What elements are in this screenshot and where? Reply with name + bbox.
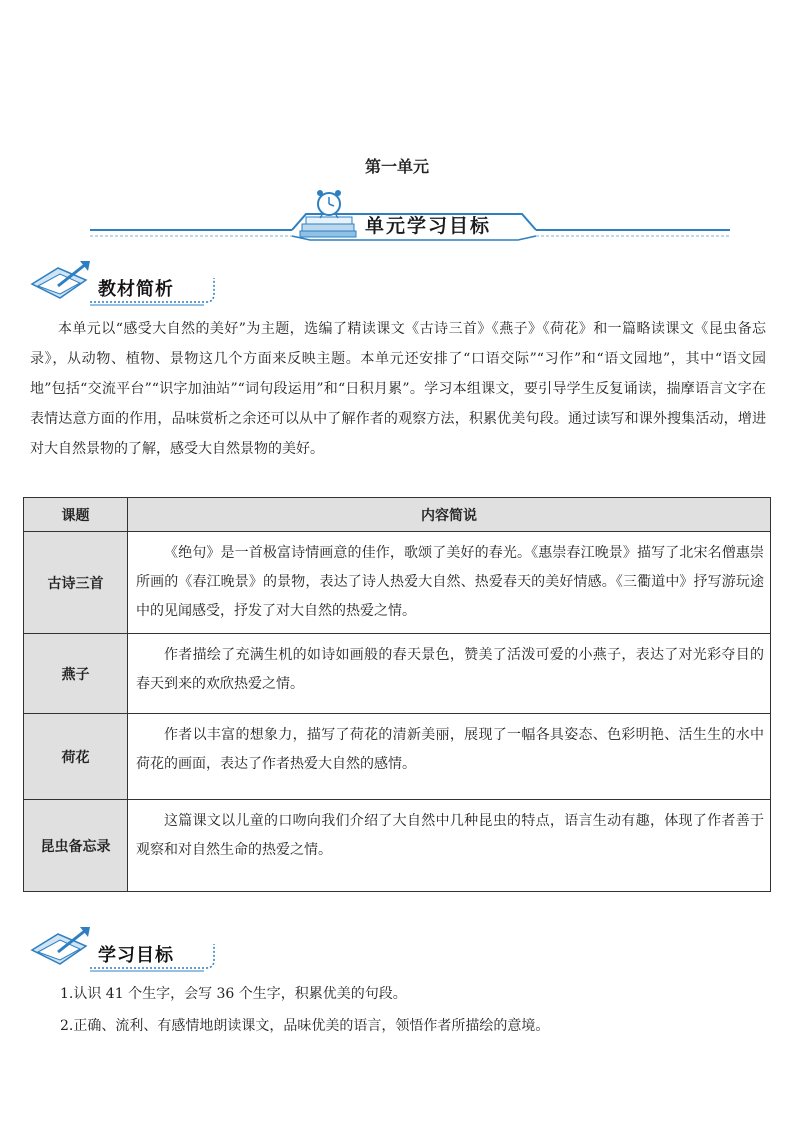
summary-cell: 《绝句》是一首极富诗情画意的佳作，歌颂了美好的春光。《惠崇春江晚景》描写了北宋名僧惠崇所画的《春江晚景》的景物，表达了诗人热爱大自然、热爱春天的美好情感。《三衢道中》抒写游玩途中的见闻感受，抒发了对大自然的热爱之情。	[128, 532, 771, 634]
topic-cell: 荷花	[24, 714, 128, 800]
analysis-paragraph: 本单元以“感受大自然的美好”为主题，选编了精读课文《古诗三首》《燕子》《荷花》和一篇略读课文《昆虫备忘录》，从动物、植物、景物这几个方面来反映主题。本单元还安排了“口语交际”“习作”和“语文园地”，其中“语文园地”包括“交流平台”“识字加油站”“词句段运用”和“日积月累”。学习本组课文，要引导学生反复诵读，揣摩语言文字在表情达意方面的作用，品味赏析之余还可以从中了解作者的观察方法，积累优美句段。通过读写和课外搜集活动，增进对大自然景物的了解，感受大自然景物的美好。	[30, 321, 766, 457]
unit-title: 第一单元	[364, 157, 429, 176]
topic-cell: 昆虫备忘录	[24, 800, 128, 892]
goal-item: 2.正确、流利、有感情地朗读课文，品味优美的语言，领悟作者所描绘的意境。	[60, 1018, 550, 1034]
section-title-analysis: 教材简析	[98, 279, 174, 300]
section-header-goals	[28, 924, 228, 974]
summary-cell: 作者描绘了充满生机的如诗如画般的春天景色，赞美了活泼可爱的小燕子，表达了对光彩夺目的春天到来的欢欣热爱之情。	[128, 634, 771, 714]
section-title-goals: 学习目标	[98, 945, 174, 966]
table-row	[24, 532, 771, 634]
banner-title: 单元学习目标	[365, 215, 492, 237]
header-topic: 课题	[24, 498, 128, 532]
topic-cell: 古诗三首	[24, 532, 128, 634]
goal-item: 1.认识 41 个生字，会写 36 个生字，积累优美的句段。	[60, 986, 407, 1002]
table-row	[24, 800, 771, 892]
topic-cell: 燕子	[24, 634, 128, 714]
section-header-analysis	[28, 258, 228, 308]
header-summary: 内容简说	[128, 498, 771, 532]
table-row	[24, 634, 771, 714]
summary-cell: 这篇课文以儿童的口吻向我们介绍了大自然中几种昆虫的特点，语言生动有趣，体现了作者善于观察和对自然生命的热爱之情。	[128, 800, 771, 892]
content-table	[23, 497, 771, 892]
table-row	[24, 714, 771, 800]
summary-cell: 作者以丰富的想象力，描写了荷花的清新美丽，展现了一幅各具姿态、色彩明艳、活生生的水中荷花的画面，表达了作者热爱大自然的感情。	[128, 714, 771, 800]
table-header-row	[24, 498, 771, 532]
